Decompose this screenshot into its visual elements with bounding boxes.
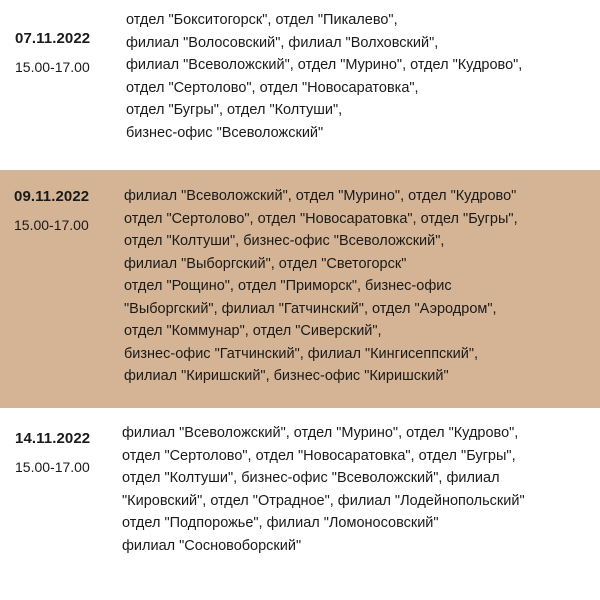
offices-line: филиал "Сосновоборский": [122, 537, 302, 554]
offices-line: отдел "Бокситогорск", отдел "Пикалево",: [126, 12, 398, 28]
schedule-row-highlighted: [0, 170, 600, 408]
offices-line: отдел "Колтуши", бизнес-офис "Всеволожский",: [124, 233, 445, 249]
offices-line: отдел "Сертолово", отдел "Новосаратовка", отдел "Бугры",: [122, 447, 516, 464]
date-label: 07.11.2022: [15, 30, 91, 47]
offices-line: отдел "Сертолово", отдел "Новосаратовка", отдел "Бугры",: [124, 210, 518, 227]
time-label: 15.00-17.00: [15, 59, 90, 75]
schedule-row: [0, 408, 600, 600]
offices-line: филиал "Киришский", бизнес-офис "Киришский": [124, 368, 449, 384]
offices-line: "Выборгский", филиал "Гатчинский", отдел "Аэродром",: [124, 300, 497, 317]
offices-line: отдел "Рощино", отдел "Приморск", бизнес-офис: [124, 278, 452, 294]
offices-line: филиал "Волосовский", филиал "Волховский",: [126, 34, 439, 51]
date-label: 09.11.2022: [14, 188, 90, 205]
date-time-cell: [15, 30, 133, 76]
offices-line: отдел "Коммунар", отдел "Сиверский",: [124, 323, 382, 339]
offices-line: отдел "Сертолово", отдел "Новосаратовка",: [126, 79, 419, 96]
offices-line: бизнес-офис "Гатчинский", филиал "Кингисеппский",: [124, 345, 479, 362]
date-time-cell: [14, 188, 132, 234]
offices-line: отдел "Подпорожье", филиал "Ломоносовский": [122, 515, 439, 531]
offices-list: [122, 422, 525, 557]
date-label: 14.11.2022: [15, 430, 91, 447]
time-label: 15.00-17.00: [15, 459, 90, 475]
offices-line: "Кировский", отдел "Отрадное", филиал "Лодейнопольский": [122, 492, 525, 509]
offices-line: отдел "Бугры", отдел "Колтуши",: [126, 102, 343, 118]
offices-line: филиал "Всеволожский", отдел "Мурино", отдел "Кудрово",: [126, 57, 523, 73]
offices-line: отдел "Колтуши", бизнес-офис "Всеволожский", филиал: [122, 470, 500, 486]
time-label: 15.00-17.00: [14, 217, 89, 233]
date-time-cell: [15, 430, 133, 476]
offices-line: филиал "Выборгский", отдел "Светогорск": [124, 255, 407, 272]
schedule-row: [0, 0, 600, 170]
offices-list: [126, 9, 522, 144]
offices-line: филиал "Всеволожский", отдел "Мурино", отдел "Кудрово": [124, 188, 517, 204]
offices-list: [124, 185, 518, 388]
offices-line: бизнес-офис "Всеволожский": [126, 124, 324, 141]
offices-line: филиал "Всеволожский", отдел "Мурино", отдел "Кудрово",: [122, 425, 519, 441]
